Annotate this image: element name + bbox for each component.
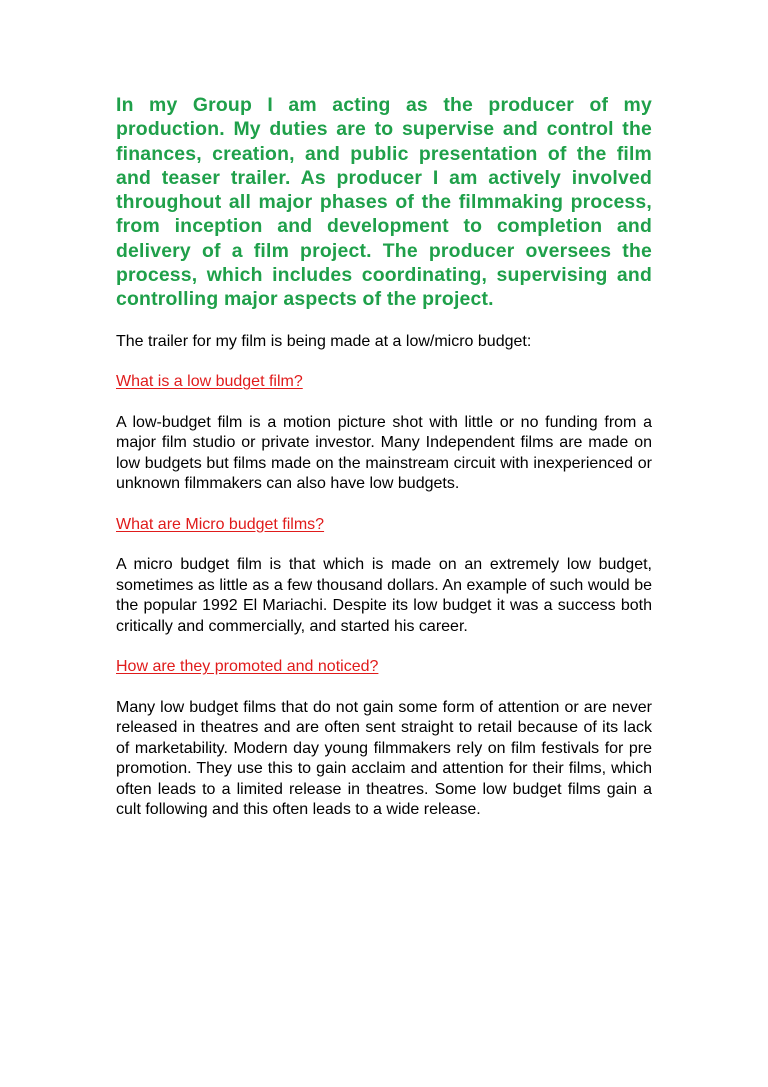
section-heading-micro-budget: What are Micro budget films? (116, 515, 325, 533)
section-heading-promotion: How are they promoted and noticed? (116, 658, 379, 676)
section-body-low-budget: A low-budget film is a motion picture shot with little or no funding from a major film studio or private investor. Many Independent films are made on low budgets but films made on the mainstream circuit with inexperienced or unknown filmmakers can also have low budgets. (116, 413, 652, 493)
section-heading-low-budget: What is a low budget film? (116, 373, 303, 391)
section-body-promotion: Many low budget films that do not gain some form of attention or are never released in theatres and are often sent straight to retail because of its lack of marketability. Modern day young filmmakers rely on film festivals for pre promotion. They use this to gain acclaim and attention for their films, which often leads to a limited release in theatres. Some low budget films gain a cult following and this often leads to a wide release. (116, 698, 652, 819)
lead-sentence: The trailer for my film is being made at a low/micro budget: (116, 332, 532, 350)
intro-paragraph: In my Group I am acting as the producer of my production. My duties are to supervise and control the finances, creation, and public presentation of the film and teaser trailer. As producer I am actively involved throughout all major phases of the filmmaking process, from inception and development to completion and delivery of a film project. The producer oversees the process, which includes coordinating, supervising and controlling major aspects of the project. (116, 94, 652, 311)
section-body-micro-budget: A micro budget film is that which is made on an extremely low budget, sometimes as little as a few thousand dollars. An example of such would be the popular 1992 El Mariachi. Despite its low budget it was a success both critically and commercially, and started his career. (116, 556, 652, 635)
